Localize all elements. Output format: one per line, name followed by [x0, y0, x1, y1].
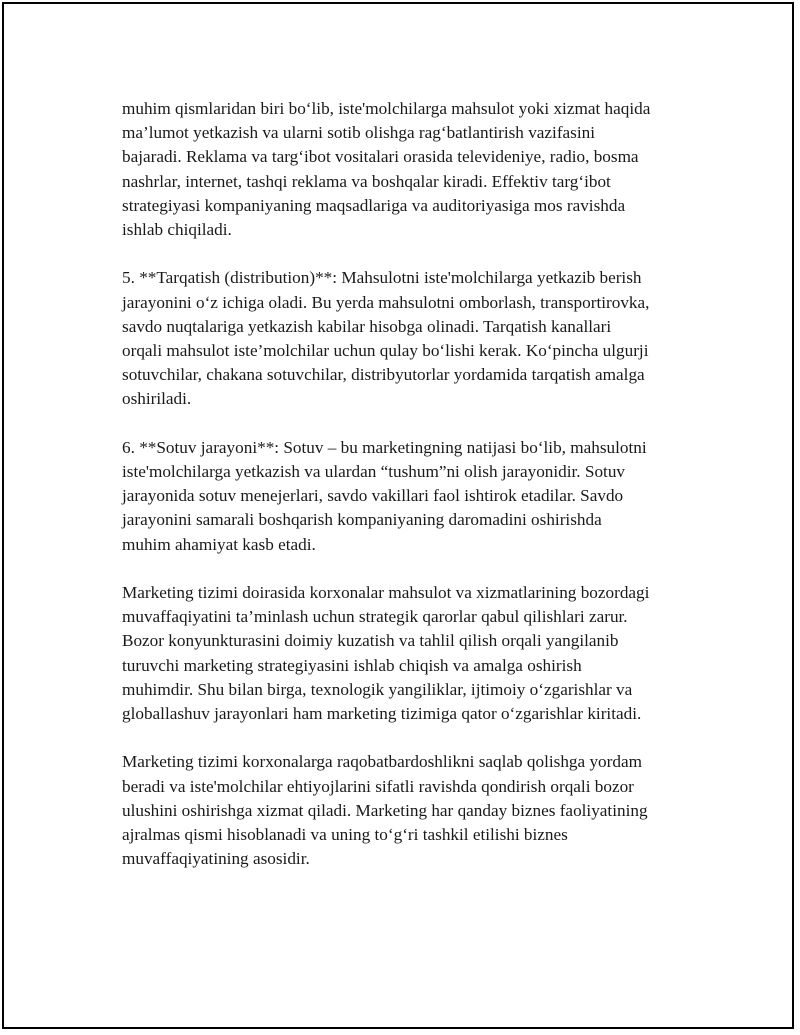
text-line: ma’lumot yetkazish va ularni sotib olishga rag‘batlantirish vazifasini [122, 123, 596, 143]
text-line: jarayonida sotuv menejerlari, savdo vakillari faol ishtirok etadilar. Savdo [122, 486, 624, 506]
text-line: turuvchi marketing strategiyasini ishlab chiqish va amalga oshirish [122, 655, 582, 675]
text-line: muhimdir. Shu bilan birga, texnologik yangiliklar, ijtimoiy o‘zgarishlar va [122, 679, 633, 699]
text-line: globallashuv jarayonlari ham marketing tizimiga qator o‘zgarishlar kiritadi. [122, 704, 642, 724]
text-line: bajaradi. Reklama va targ‘ibot vositalari orasida televideniye, radio, bosma [122, 147, 639, 167]
text-line: muhim ahamiyat kasb etadi. [122, 534, 316, 554]
text-line: 6. **Sotuv jarayoni**: Sotuv – bu marketingning natijasi bo‘lib, mahsulotni [122, 437, 647, 457]
paragraph-marketing-system [122, 581, 702, 726]
paragraph-conclusion [122, 750, 702, 871]
paragraph-sales-process [122, 436, 702, 557]
text-line: sotuvchilar, chakana sotuvchilar, distribyutorlar yordamida tarqatish amalga [122, 365, 645, 385]
document-body [122, 97, 702, 896]
text-line: muvaffaqiyatining asosidir. [122, 849, 310, 869]
text-line: Bozor konyunkturasini doimiy kuzatish va tahlil qilish orqali yangilanib [122, 631, 619, 651]
text-line: ishlab chiqiladi. [122, 220, 232, 240]
text-line: Marketing tizimi korxonalarga raqobatbardoshlikni saqlab qolishga yordam [122, 752, 642, 772]
text-line: iste'molchilarga yetkazish va ulardan “tushum”ni olish jarayonidir. Sotuv [122, 462, 626, 482]
text-line: 5. **Tarqatish (distribution)**: Mahsulotni iste'molchilarga yetkazib berish [122, 268, 642, 288]
text-line: beradi va iste'molchilar ehtiyojlarini sifatli ravishda qondirish orqali bozor [122, 776, 634, 796]
text-line: orqali mahsulot iste’molchilar uchun qulay bo‘lishi kerak. Ko‘pincha ulgurji [122, 341, 649, 361]
text-line: ajralmas qismi hisoblanadi va uning to‘g‘ri tashkil etilishi biznes [122, 825, 568, 845]
text-line: strategiyasi kompaniyaning maqsadlariga va auditoriyasiga mos ravishda [122, 195, 626, 215]
text-line: oshiriladi. [122, 389, 192, 409]
text-line: jarayonini samarali boshqarish kompaniyaning daromadini oshirishda [122, 510, 602, 530]
text-line: savdo nuqtalariga yetkazish kabilar hisobga olinadi. Tarqatish kanallari [122, 316, 612, 336]
text-line: ulushini oshirishga xizmat qiladi. Marketing har qanday biznes faoliyatining [122, 800, 648, 820]
paragraph-promotion [122, 97, 702, 242]
text-line: jarayonini o‘z ichiga oladi. Bu yerda mahsulotni omborlash, transportirovka, [122, 292, 650, 312]
text-line: muvaffaqiyatini ta’minlash uchun strategik qarorlar qabul qilishlari zarur. [122, 607, 628, 627]
page-frame [2, 2, 794, 1029]
text-line: nashrlar, internet, tashqi reklama va boshqalar kiradi. Effektiv targ‘ibot [122, 171, 611, 191]
text-line: Marketing tizimi doirasida korxonalar mahsulot va xizmatlarining bozordagi [122, 583, 650, 603]
paragraph-distribution [122, 266, 702, 411]
text-line: muhim qismlaridan biri bo‘lib, iste'molchilarga mahsulot yoki xizmat haqida [122, 99, 651, 118]
